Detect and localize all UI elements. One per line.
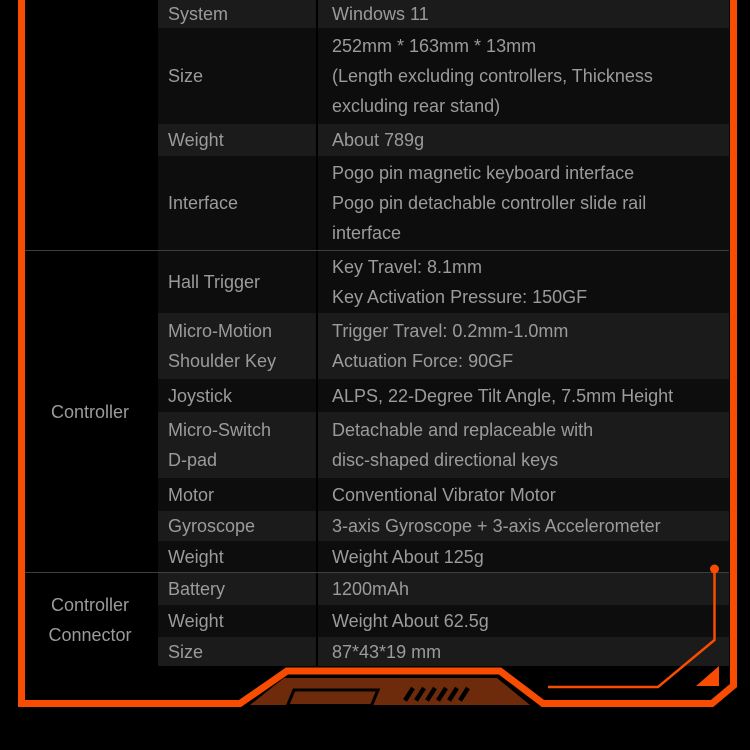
spec-row (156, 478, 729, 511)
value-line: (Length excluding controllers, Thickness (332, 66, 653, 86)
value-line: Conventional Vibrator Motor (332, 484, 556, 505)
property-label: Micro-Switch (168, 420, 272, 440)
value-line: Windows 11 (332, 4, 429, 24)
property-label: Weight (168, 611, 224, 631)
property-label: Weight (168, 130, 224, 150)
property-label: Gyroscope (168, 516, 256, 536)
rows-column (156, 0, 729, 250)
spec-group (24, 250, 729, 572)
spec-row (156, 0, 729, 28)
spec-row (156, 379, 729, 412)
value-cell (316, 124, 729, 156)
value-line: Detachable and replaceable with (332, 420, 594, 440)
property-cell (156, 313, 316, 379)
property-cell (156, 478, 316, 511)
property-label: Interface (168, 193, 239, 213)
hazard-slashes-icon (405, 688, 468, 701)
spec-row (156, 605, 729, 637)
property-label: Size (168, 641, 204, 662)
value-line: Key Activation Pressure: 150GF (332, 287, 588, 307)
value-line: 252mm * 163mm * 13mm (332, 36, 537, 56)
value-line: Actuation Force: 90GF (332, 351, 514, 371)
property-cell (156, 637, 316, 666)
value-cell (316, 379, 729, 412)
property-label: Joystick (168, 385, 233, 406)
property-cell (156, 412, 316, 478)
rows-column (156, 573, 729, 666)
value-cell (316, 313, 729, 379)
category-cell (24, 0, 156, 250)
property-label: Hall Trigger (168, 272, 261, 292)
category-cell (24, 251, 156, 572)
value-cell (316, 541, 729, 572)
value-line: 87*43*19 mm (332, 641, 442, 662)
value-cell (316, 251, 729, 313)
rows-column (156, 251, 729, 572)
category-label: Controller (50, 594, 130, 615)
decor-plate (250, 678, 530, 705)
spec-row (156, 412, 729, 478)
spec-row (156, 28, 729, 124)
value-cell (316, 156, 729, 250)
spec-row (156, 637, 729, 666)
value-line: About 789g (332, 130, 425, 150)
value-cell (316, 605, 729, 637)
value-line: Pogo pin magnetic keyboard interface (332, 163, 635, 183)
category-cell (24, 573, 156, 666)
property-cell (156, 379, 316, 412)
property-label: D-pad (168, 450, 218, 470)
property-label: Shoulder Key (168, 351, 277, 371)
property-cell (156, 0, 316, 28)
spec-table (24, 0, 729, 666)
spec-row (156, 313, 729, 379)
property-cell (156, 573, 316, 605)
value-line: disc-shaped directional keys (332, 450, 559, 470)
spec-row (156, 156, 729, 250)
spec-row (156, 251, 729, 313)
value-line: Trigger Travel: 0.2mm-1.0mm (332, 321, 569, 341)
property-label: Motor (168, 484, 215, 505)
category-label: Connector (48, 624, 132, 645)
value-line: Pogo pin detachable controller slide rail (332, 193, 647, 213)
value-cell (316, 637, 729, 666)
badge-plate-outline (288, 690, 379, 706)
value-line: interface (332, 223, 402, 243)
value-cell (316, 412, 729, 478)
value-line: ALPS, 22-Degree Tilt Angle, 7.5mm Height (332, 385, 674, 406)
accent-triangle-icon (696, 666, 719, 686)
spec-group (24, 0, 729, 250)
spec-row (156, 541, 729, 572)
property-cell (156, 251, 316, 313)
value-cell (316, 28, 729, 124)
property-cell (156, 28, 316, 124)
property-label: Size (168, 66, 204, 86)
value-cell (316, 573, 729, 605)
property-cell (156, 511, 316, 541)
spec-row (156, 573, 729, 605)
value-line: 1200mAh (332, 579, 410, 599)
value-cell (316, 478, 729, 511)
value-line: Weight About 62.5g (332, 611, 489, 631)
spec-group (24, 572, 729, 666)
value-cell (316, 0, 729, 28)
property-cell (156, 605, 316, 637)
property-label: System (168, 4, 229, 24)
value-line: Key Travel: 8.1mm (332, 257, 483, 277)
property-cell (156, 156, 316, 250)
value-cell (316, 511, 729, 541)
property-cell (156, 124, 316, 156)
value-line: 3-axis Gyroscope + 3-axis Accelerometer (332, 516, 661, 536)
property-cell (156, 541, 316, 572)
property-label: Weight (168, 546, 224, 567)
value-line: Weight About 125g (332, 546, 484, 567)
spec-row (156, 511, 729, 541)
spec-row (156, 124, 729, 156)
property-label: Battery (168, 579, 226, 599)
category-label: Controller (50, 401, 130, 422)
property-label: Micro-Motion (168, 321, 273, 341)
value-line: excluding rear stand) (332, 96, 501, 116)
